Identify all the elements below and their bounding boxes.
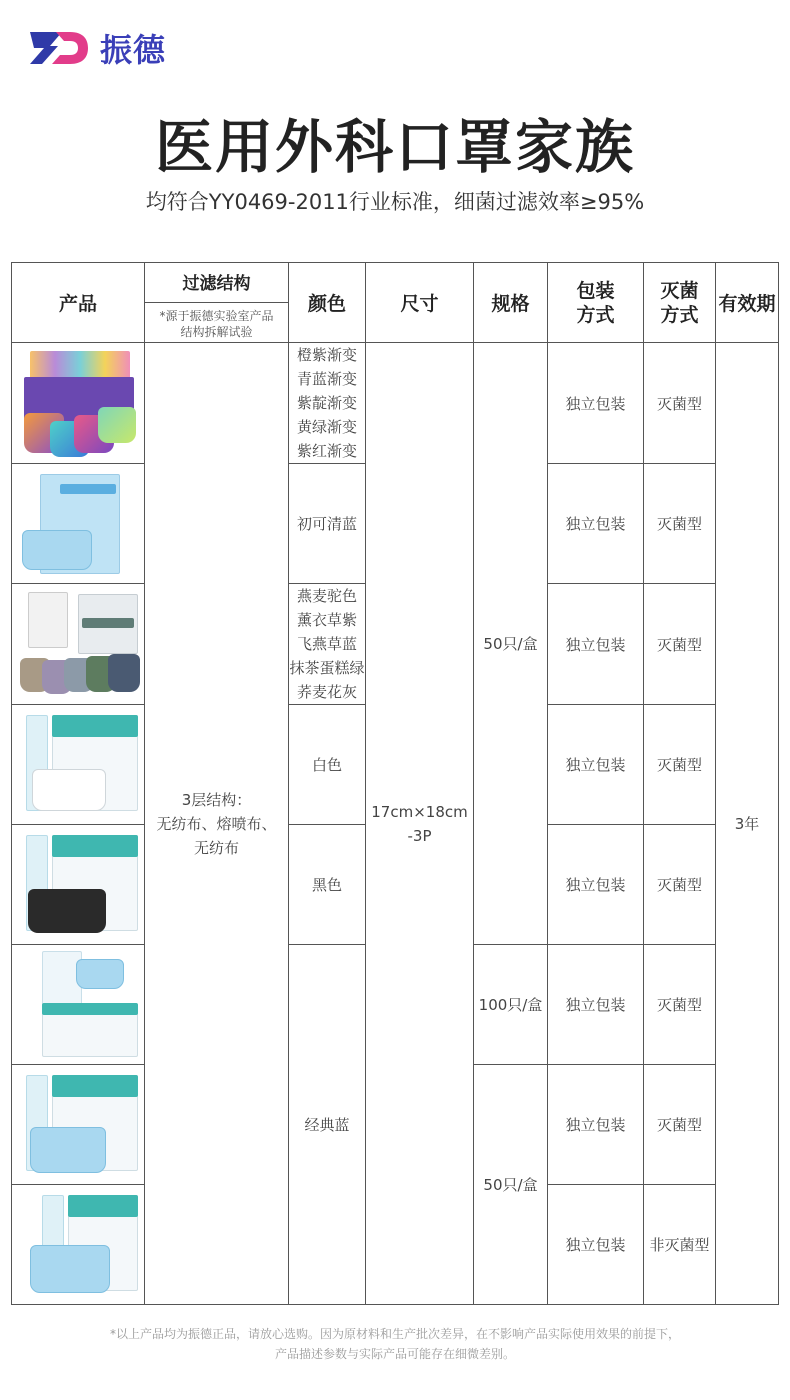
filter-structure-cell bbox=[145, 343, 289, 1305]
brand-logo bbox=[28, 26, 166, 70]
header-packaging-line2: 方式 bbox=[576, 303, 615, 326]
sterilization-cell: 灭菌型 bbox=[644, 464, 716, 584]
product-image-clear-blue bbox=[12, 464, 144, 583]
header-sterilization-line1: 灭菌 bbox=[660, 279, 699, 302]
color-label: 燕麦驼色 bbox=[296, 587, 357, 605]
color-label: 紫靛渐变 bbox=[296, 394, 357, 412]
product-image-cell bbox=[12, 464, 145, 584]
packaging-cell: 独立包装 bbox=[548, 464, 644, 584]
spec-cell-c: 50只/盒 bbox=[474, 1065, 548, 1305]
color-label: 飞燕草蓝 bbox=[296, 635, 357, 653]
sterilization-cell: 非灭菌型 bbox=[644, 1185, 716, 1305]
header-filter-note-2: 结构拆解试验 bbox=[180, 325, 253, 339]
color-label: 薰衣草紫 bbox=[296, 611, 357, 629]
packaging-cell: 独立包装 bbox=[548, 1185, 644, 1305]
sterilization-cell: 灭菌型 bbox=[644, 584, 716, 705]
product-image-cell bbox=[12, 705, 145, 825]
product-spec-table bbox=[11, 262, 779, 1305]
header-packaging-line1: 包装 bbox=[576, 279, 615, 302]
header-spec: 规格 bbox=[474, 263, 548, 343]
color-label: 橙紫渐变 bbox=[296, 346, 357, 364]
footnote bbox=[0, 1324, 790, 1364]
header-color: 颜色 bbox=[289, 263, 366, 343]
header-packaging bbox=[548, 263, 644, 343]
product-image-classic-50 bbox=[12, 1065, 144, 1184]
footnote-line1: *以上产品均为振德正品，请放心选购。因为原材料和生产批次差异，在不影响产品实际使用效果的前提下， bbox=[109, 1327, 680, 1341]
sterilization-cell: 灭菌型 bbox=[644, 705, 716, 825]
table-header-row bbox=[12, 263, 779, 343]
header-sterilization-line2: 方式 bbox=[660, 303, 699, 326]
sterilization-cell: 灭菌型 bbox=[644, 1065, 716, 1185]
color-label: 抹茶蛋糕绿 bbox=[289, 659, 365, 677]
packaging-cell: 独立包装 bbox=[548, 343, 644, 464]
spec-cell-b: 100只/盒 bbox=[474, 945, 548, 1065]
size-line1: 17cm×18cm bbox=[371, 802, 468, 821]
color-label: 黄绿渐变 bbox=[296, 418, 357, 436]
header-filter bbox=[145, 263, 289, 343]
sterilization-cell: 灭菌型 bbox=[644, 343, 716, 464]
color-cell-group3 bbox=[289, 584, 366, 705]
size-cell bbox=[366, 343, 474, 1305]
filter-structure-line2: 无纺布、熔喷布、 bbox=[156, 814, 277, 833]
sterilization-cell: 灭菌型 bbox=[644, 945, 716, 1065]
sterilization-cell: 灭菌型 bbox=[644, 825, 716, 945]
product-image-cell bbox=[12, 584, 145, 705]
page-title: 医用外科口罩家族 bbox=[154, 113, 635, 181]
product-image-cell bbox=[12, 825, 145, 945]
packaging-cell: 独立包装 bbox=[548, 1065, 644, 1185]
header-sterilization bbox=[644, 263, 716, 343]
product-image-cell bbox=[12, 1185, 145, 1305]
page-subtitle: 均符合YY0469-2011行业标准，细菌过滤效率≥95% bbox=[145, 190, 645, 214]
color-label: 荞麦花灰 bbox=[296, 683, 357, 701]
product-image-classic-100 bbox=[12, 945, 144, 1064]
color-cell-group6: 经典蓝 bbox=[289, 945, 366, 1305]
brand-name: 振德 bbox=[100, 31, 167, 69]
packaging-cell: 独立包装 bbox=[548, 945, 644, 1065]
color-label: 紫红渐变 bbox=[296, 442, 357, 460]
product-image-black bbox=[12, 825, 144, 944]
header-filter-title: 过滤结构 bbox=[145, 263, 288, 303]
zd-logo-icon bbox=[28, 28, 90, 68]
footnote-line2: 产品描述参数与实际产品可能存在细微差别。 bbox=[274, 1347, 515, 1361]
packaging-cell: 独立包装 bbox=[548, 584, 644, 705]
product-image-morandi-masks bbox=[12, 584, 144, 704]
product-image-classic-nonsterile bbox=[12, 1185, 144, 1304]
product-image-gradient-masks bbox=[12, 343, 144, 463]
header-product: 产品 bbox=[12, 263, 145, 343]
packaging-cell: 独立包装 bbox=[548, 825, 644, 945]
packaging-cell: 独立包装 bbox=[548, 705, 644, 825]
product-image-white bbox=[12, 705, 144, 824]
product-image-cell bbox=[12, 343, 145, 464]
validity-cell: 3年 bbox=[716, 343, 779, 1305]
product-image-cell bbox=[12, 945, 145, 1065]
color-cell-group4: 白色 bbox=[289, 705, 366, 825]
header-validity: 有效期 bbox=[716, 263, 779, 343]
size-line2: -3P bbox=[407, 826, 432, 845]
color-cell-group5: 黑色 bbox=[289, 825, 366, 945]
filter-structure-line3: 无纺布 bbox=[193, 838, 239, 857]
filter-structure-line1: 3层结构： bbox=[181, 790, 252, 809]
product-image-cell bbox=[12, 1065, 145, 1185]
color-cell-group2: 初可清蓝 bbox=[289, 464, 366, 584]
color-label: 青蓝渐变 bbox=[296, 370, 357, 388]
table-row bbox=[12, 343, 779, 464]
color-cell-group1 bbox=[289, 343, 366, 464]
header-size: 尺寸 bbox=[366, 263, 474, 343]
header-filter-note-1: *源于振德实验室产品 bbox=[159, 309, 274, 323]
spec-cell-a: 50只/盒 bbox=[474, 343, 548, 945]
